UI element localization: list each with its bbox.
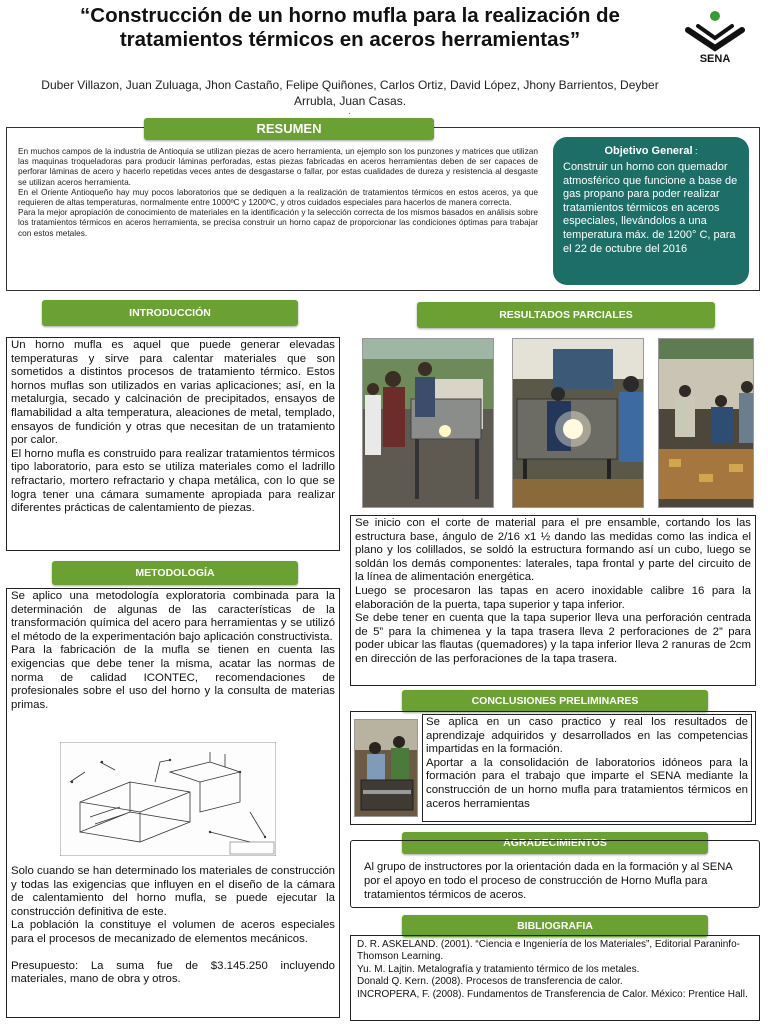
- bibliografia-entry: INCROPERA, F. (2008). Fundamentos de Transferencia de Calor. México: Prentice Hall.: [357, 988, 748, 1000]
- bibliografia-title: BIBLIOGRAFIA: [402, 915, 708, 937]
- metodologia-paragraph: Solo cuando se han determinado los materiales de construcción y todas las exigencias que influyen en el diseño de la cámara de calentamiento del horno mufla, se puede ejecutar la construcción definitiva de este.: [11, 865, 335, 918]
- agradecimientos-title: AGRADECIMIENTOS: [402, 832, 708, 854]
- metodologia-paragraph: La población la constituye el volumen de aceros especiales para el procesos de mecanizado de elementos mecánicos.: [11, 919, 335, 945]
- introduccion-paragraph: Un horno mufla es aquel que puede generar elevadas temperaturas y sirve para calentar materiales que son sometidos a distintos procesos de tratamiento térmico. Estos hornos muflas son utilizados en varias aplicaciones; así, en la metalurgia, secado y calcinación de precipitados, ensayos de flamabilidad a alta temperatura, aleaciones de metal, templado, ensayos de fundición y otras que necesitan de un tratamiento por calor.: [11, 339, 335, 447]
- metodologia-text-bottom: [7, 864, 339, 988]
- metodologia-title: METODOLOGÍA: [52, 561, 298, 585]
- introduccion-paragraph: El horno mufla es construido para realizar tratamientos térmicos tipo laboratorio, para esto se utiliza materiales como el ladrillo refractario, mortero refractario y chapa metálica, con lo que se logra tener una cámara sumamente apropiada para realizar diferentes prácticas de calentamiento de piezas.: [11, 447, 335, 515]
- conclusiones-title: CONCLUSIONES PRELIMINARES: [402, 690, 708, 712]
- agradecimientos-text: Al grupo de instructores por la orientación dada en la formación y al SENA por el apoyo en todo el proceso de construcción de Horno Mufla para tratamientos térmicos de aceros.: [364, 861, 733, 901]
- poster-title: “Construcción de un horno mufla para la realización de tratamientos térmicos en aceros herramientas”: [80, 4, 620, 51]
- bibliografia-box: [350, 935, 760, 1021]
- objetivo-title-text: Objetivo General: [604, 145, 693, 157]
- authors: Duber Villazon, Juan Zuluaga, Jhon Castaño, Felipe Quiñones, Carlos Ortiz, David López, Jhony Barrientos, Deyber Arrubla, Juan Casas.: [41, 78, 659, 108]
- resumen-title: RESUMEN: [144, 118, 434, 140]
- logo-text: SENA: [699, 53, 731, 64]
- metodologia-paragraph: Presupuesto: La suma fue de $3.145.250 incluyendo materiales, mano de obra y otros.: [11, 959, 335, 986]
- resumen-text: [18, 146, 538, 238]
- welding-photo-1: [362, 338, 494, 508]
- conclusiones-text: [422, 714, 752, 822]
- introduccion-text: [6, 337, 340, 551]
- welding-photo-2: [512, 338, 644, 508]
- resultados-title: RESULTADOS PARCIALES: [417, 302, 715, 328]
- metodologia-paragraph: [11, 947, 335, 960]
- resumen-paragraph: En el Oriente Antioqueño hay muy pocos laboratorios que se dediquen a la realización de tratamientos térmicos en estos aceros, ya que requieren de altas temperaturas, normalmente entre 1000ºC y 1200ºC, y otros cuidados especiales para hacerlos de manera correcta.: [18, 186, 538, 208]
- conclusiones-paragraph: Se aplica en un caso practico y real los resultados de aprendizaje adquiridos y desarrollados en las competencias impartidas en la formación.: [426, 716, 748, 756]
- metodologia-paragraph: Para la fabricación de la mufla se tienen en cuenta las exigencias que debe tener la misma, acatar las normas de norma de calidad ICONTEC, recomendaciones de profesionales sobre el uso del horno y la consulta de materias primas.: [11, 644, 335, 711]
- resultados-paragraph: Se debe tener en cuenta que la tapa superior lleva una perforación centrada de 5” para la chimenea y la tapa trasera lleva 2 perforaciones de 2” para poder ubicar las flautas (quemadores) y la tapa inferior lleva 2 ranuras de 2cm en dirección de las perforaciones de la tapa trasera.: [355, 612, 751, 665]
- sena-logo: [684, 8, 746, 64]
- objetivo-general-box: [553, 137, 749, 285]
- objetivo-colon: :: [692, 146, 698, 156]
- students-photo: [354, 719, 418, 817]
- metodologia-text-top: [7, 589, 339, 713]
- introduccion-title: INTRODUCCIÓN: [42, 300, 298, 326]
- resultados-paragraph: Se inicio con el corte de material para el pre ensamble, cortando los las estructura base, ángulo de 2/16 x1 ½ dando las medidas como las indica el plano y los colillados, se soldó la estructura formando así un cubo, luego se soldán los demás componentes: laterales, tapa frontal y parte del circuito de la línea de alimentación energética.: [355, 517, 751, 584]
- resumen-paragraph: Para la mejor apropiación de conocimiento de materiales en la identificación y la selección correcta de los mismos basados en análisis sobre los tratamientos térmicos en aceros herramienta, se precisa construir un horno capaz de proporcionar las condiciones óptimas para trabajar con estos metales.: [18, 207, 538, 238]
- oven-technical-drawing: [60, 742, 276, 856]
- objetivo-text: Construir un horno con quemador atmosférico que funcione a base de gas propano para poder realizar tratamientos térmicos en aceros especiales, llevándolos a una temperatura máx. de 1200° C, para el 22 de octubre del 2016: [563, 161, 738, 255]
- bibliografia-entry: D. R. ASKELAND. (2001). “Ciencia e Ingeniería de los Materiales”, Editorial Paraninfo- Thomson Learning.: [357, 939, 740, 963]
- objetivo-title: [553, 145, 749, 157]
- bibliografia-entry: Yu. M. Lajtin. Metalografía y tratamiento térmico de los metales.: [357, 963, 640, 975]
- resultados-paragraph: Luego se procesaron las tapas en acero inoxidable calibre 16 para la elaboración de la puerta, tapa superior y tapa inferior.: [355, 584, 751, 611]
- separator-dot: .: [348, 106, 351, 117]
- conclusiones-paragraph: Aportar a la consolidación de laboratorios idóneos para la formación para el trabajo que imparte el SENA mediante la construcción de un horno mufla para tratamientos térmicos en aceros herramientas: [426, 756, 748, 810]
- welding-photo-3: [658, 338, 754, 508]
- bibliografia-entry: Donald Q. Kern. (2008). Procesos de transferencia de calor.: [357, 976, 623, 988]
- metodologia-paragraph: Se aplico una metodología exploratoria combinada para la determinación de algunas de las características de la transformación química del acero para herramientas y se utilizó el método de la experimentación bajo aplicación constructivista.: [11, 590, 335, 643]
- resumen-paragraph: En muchos campos de la industria de Antioquia se utilizan piezas de acero herramienta, un ejemplo son los punzones y matrices que utilizan las maquinas troqueladoras para producir láminas perforadas, estas piezas fabricadas en aceros herramientas deben de ser capaces de perforar láminas de acero y hacerlo repetidas veces antes de desgastarse o fallar, por estas cualidades de dureza y resistencia al desgaste se utilizan aceros herramienta.: [18, 146, 538, 187]
- resultados-text: [350, 515, 756, 686]
